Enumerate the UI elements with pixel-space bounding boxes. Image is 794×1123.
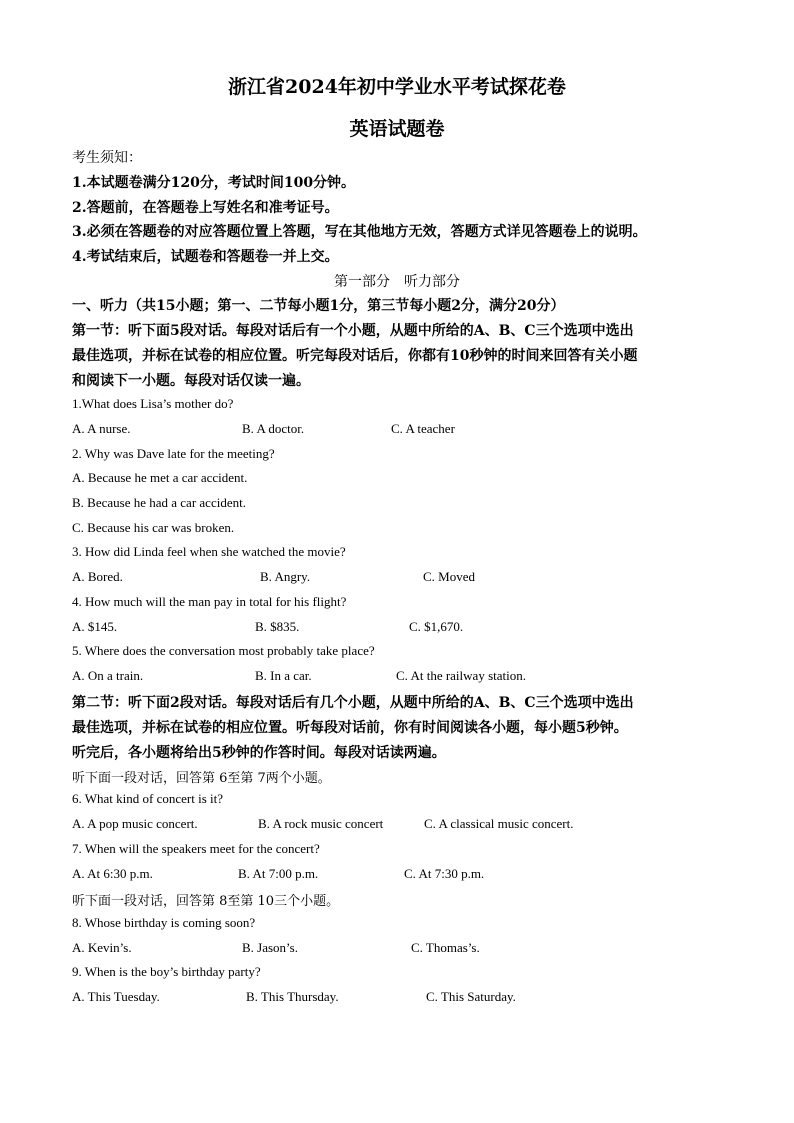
question-9-option-a: A. This Tuesday. xyxy=(72,989,160,1004)
question-3-option-c: C. Moved xyxy=(423,569,475,584)
question-5-option-c: C. At the railway station. xyxy=(396,668,526,683)
dialogue-intro-1: 听下面一段对话，回答第 6至第 7两个小题。 xyxy=(72,771,331,786)
question-9-option-b: B. This Thursday. xyxy=(246,989,339,1004)
section-heading: 一、听力（共15小题；第一、二节每小题1分，第三节每小题2分，满分20分） xyxy=(72,298,565,314)
notice-item-4: 4.考试结束后，试题卷和答题卷一并上交。 xyxy=(72,249,339,265)
question-5: 5. Where does the conversation most probably take place? xyxy=(72,643,375,658)
notice-heading: 考生须知： xyxy=(72,150,142,166)
part-title: 第一部分 听力部分 xyxy=(334,274,460,290)
notice-item-2: 2.答题前，在答题卷上写姓名和准考证号。 xyxy=(72,200,339,216)
section1-instruction-line-3: 和阅读下一小题。每段对话仅读一遍。 xyxy=(72,373,310,389)
question-7-option-c: C. At 7:30 p.m. xyxy=(404,866,485,881)
section1-instruction-line-2: 最佳选项，并标在试卷的相应位置。听完每段对话后，你都有10秒钟的时间来回答有关小题 xyxy=(72,348,638,364)
question-4-option-a: A. $145. xyxy=(72,619,118,634)
section2-instruction-line-1: 第二节：听下面2段对话。每段对话后有几个小题，从题中所给的A、B、C三个选项中选出 xyxy=(72,695,634,711)
dialogue-intro-2: 听下面一段对话，回答第 8至第 10三个小题。 xyxy=(72,894,340,909)
question-2-option-c: C. Because his car was broken. xyxy=(72,520,235,535)
notice-item-1: 1.本试题卷满分120分，考试时间100分钟。 xyxy=(72,175,356,191)
question-6-option-a: A. A pop music concert. xyxy=(72,816,198,831)
exam-subtitle: 英语试题卷 xyxy=(349,118,445,140)
question-5-option-b: B. In a car. xyxy=(255,668,312,683)
question-6: 6. What kind of concert is it? xyxy=(72,791,224,806)
question-8: 8. Whose birthday is coming soon? xyxy=(72,915,256,930)
section2-instruction-line-3: 听完后，各小题将给出5秒钟的作答时间。每段对话读两遍。 xyxy=(72,745,446,761)
question-2-option-a: A. Because he met a car accident. xyxy=(72,470,248,485)
question-4-option-c: C. $1,670. xyxy=(409,619,464,634)
question-1-option-c: C. A teacher xyxy=(391,421,455,436)
question-7-option-b: B. At 7:00 p.m. xyxy=(238,866,319,881)
section2-instruction-line-2: 最佳选项，并标在试卷的相应位置。听每段对话前，你有时间阅读各小题，每小题5秒钟。 xyxy=(72,720,628,736)
question-4: 4. How much will the man pay in total for his flight? xyxy=(72,594,347,609)
question-9-option-c: C. This Saturday. xyxy=(426,989,516,1004)
question-2-option-b: B. Because he had a car accident. xyxy=(72,495,246,510)
question-7-option-a: A. At 6:30 p.m. xyxy=(72,866,153,881)
question-6-option-b: B. A rock music concert xyxy=(258,816,384,831)
question-5-option-a: A. On a train. xyxy=(72,668,144,683)
section1-instruction-line-1: 第一节：听下面5段对话。每段对话后有一个小题，从题中所给的A、B、C三个选项中选出 xyxy=(72,323,634,339)
question-1-option-b: B. A doctor. xyxy=(242,421,305,436)
question-1: 1.What does Lisa’s mother do? xyxy=(72,396,234,411)
question-3: 3. How did Linda feel when she watched the movie? xyxy=(72,544,346,559)
question-6-option-c: C. A classical music concert. xyxy=(424,816,574,831)
question-3-option-b: B. Angry. xyxy=(260,569,311,584)
question-7: 7. When will the speakers meet for the concert? xyxy=(72,841,320,856)
question-1-option-a: A. A nurse. xyxy=(72,421,131,436)
question-9: 9. When is the boy’s birthday party? xyxy=(72,964,261,979)
question-2: 2. Why was Dave late for the meeting? xyxy=(72,446,275,461)
question-8-option-a: A. Kevin’s. xyxy=(72,940,132,955)
exam-title: 浙江省2024年初中学业水平考试探花卷 xyxy=(228,76,566,98)
question-4-option-b: B. $835. xyxy=(255,619,300,634)
question-8-option-c: C. Thomas’s. xyxy=(411,940,480,955)
notice-item-3: 3.必须在答题卷的对应答题位置上答题，写在其他地方无效，答题方式详见答题卷上的说明。 xyxy=(72,224,647,240)
question-8-option-b: B. Jason’s. xyxy=(242,940,298,955)
question-3-option-a: A. Bored. xyxy=(72,569,123,584)
